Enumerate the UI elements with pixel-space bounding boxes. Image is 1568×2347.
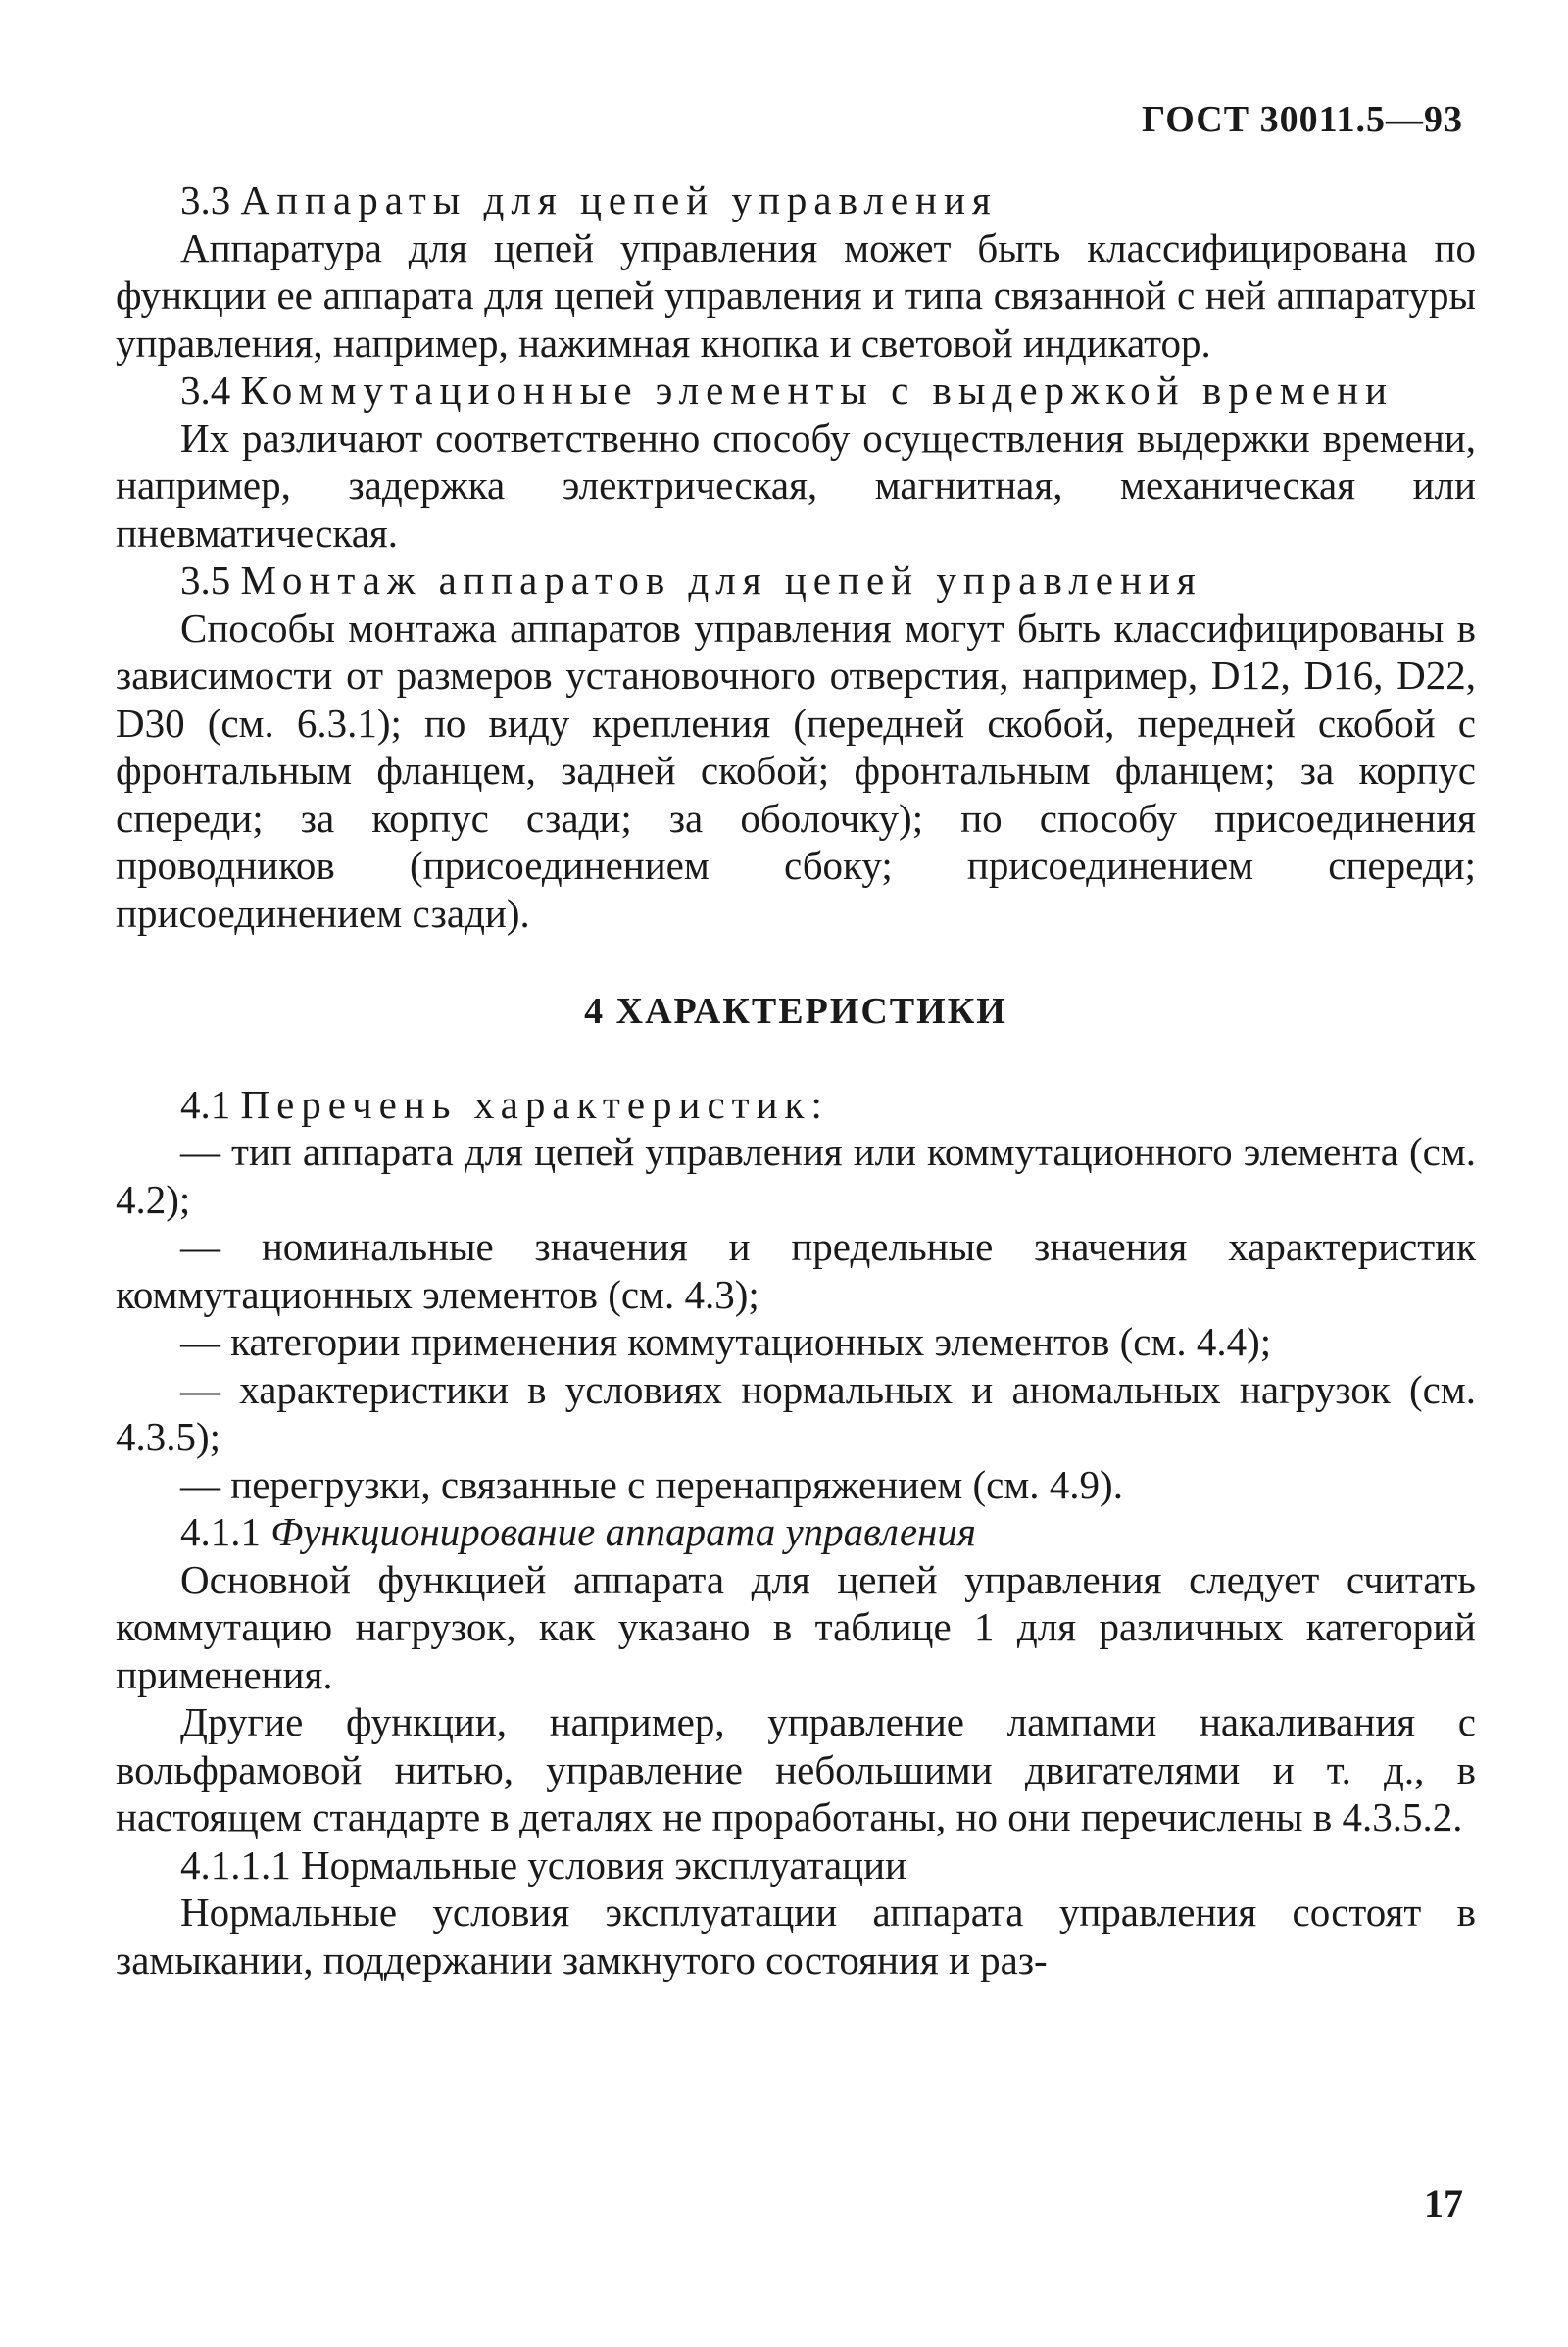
clause-4-1-1-1-text: Нормальные условия эксплуатации аппарата управления состоят в замыкании, поддержании замкнутого состояния и раз- [116, 1889, 1476, 1982]
clause-3-4-text: Их различают соответственно способу осуществления выдержки времени, например, задержка электрическая, магнитная, механическая или пневматическая. [116, 415, 1476, 556]
clause-4-1-1-1-heading [116, 1841, 1476, 1889]
clause-title: Перечень характеристик: [240, 1081, 829, 1127]
clause-number: 3.3 [180, 177, 231, 222]
clause-3-5-text: Способы монтажа аппаратов управления могут быть классифицированы в зависимости от размеров установочного отверстия, например, D12, D16, D22, D30 (см. 6.3.1); по виду крепления (передней скобой, передней скобой с фронтальным фланцем, задней скобой; фронтальным фланцем; за корпус спереди; за корпус сзади; за оболочку); по способу присоединения проводников (присоединением сбоку; присоединением спереди; присоединением сзади). [116, 605, 1476, 936]
list-item: — номинальные значения и предельные значения характеристик коммутационных элементов (см. 4.3); [116, 1224, 1476, 1317]
document-body [116, 176, 1476, 1983]
clause-3-4-heading [116, 367, 1476, 415]
clause-4-1-1-heading [116, 1508, 1476, 1556]
clause-number: 3.5 [180, 558, 231, 603]
clause-4-1-1-text-1: Основной функцией аппарата для цепей управления следует считать коммутацию нагрузок, как указано в таблице 1 для различных категорий применения. [116, 1556, 1476, 1697]
clause-title: Функционирование аппарата управления [270, 1509, 976, 1554]
clause-title: Монтаж аппаратов для цепей управления [240, 558, 1202, 603]
page-number: 17 [1424, 2181, 1463, 2225]
clause-4-1-1-text-2: Другие функции, например, управление лампами накаливания с вольфрамовой нитью, управление небольшими двигателями и т. д., в настоящем стандарте в деталях не проработаны, но они перечислены в 4.3.5.2. [116, 1699, 1476, 1839]
clause-number: 4.1 [180, 1081, 231, 1127]
clause-title: Коммутационные элементы с выдержкой времени [240, 367, 1394, 413]
clause-number: 3.4 [180, 367, 231, 413]
clause-3-3-heading [116, 176, 1476, 224]
clause-title: Аппараты для цепей управления [240, 177, 998, 222]
section-4-title: 4 ХАРАКТЕРИСТИКИ [584, 991, 1007, 1032]
list-item: — характеристики в условиях нормальных и аномальных нагрузок (см. 4.3.5); [116, 1366, 1476, 1459]
clause-4-1-heading [116, 1081, 1476, 1129]
document-code-header: ГОСТ 30011.5—93 [1142, 99, 1463, 140]
list-item: — тип аппарата для цепей управления или коммутационного элемента (см. 4.2); [116, 1129, 1476, 1222]
list-item: — перегрузки, связанные с перенапряжением (см. 4.9). [180, 1461, 1123, 1507]
clause-3-5-heading [116, 557, 1476, 605]
list-item: — категории применения коммутационных элементов (см. 4.4); [180, 1319, 1272, 1364]
clause-3-3-text: Аппаратура для цепей управления может быть классифицирована по функции ее аппарата для цепей управления и типа связанной с ней аппаратуры управления, например, нажимная кнопка и световой индикатор. [116, 224, 1476, 366]
clause-number: 4.1.1 [180, 1509, 261, 1554]
clause-number: 4.1.1.1 [180, 1841, 291, 1887]
clause-title: Нормальные условия эксплуатации [301, 1841, 907, 1887]
